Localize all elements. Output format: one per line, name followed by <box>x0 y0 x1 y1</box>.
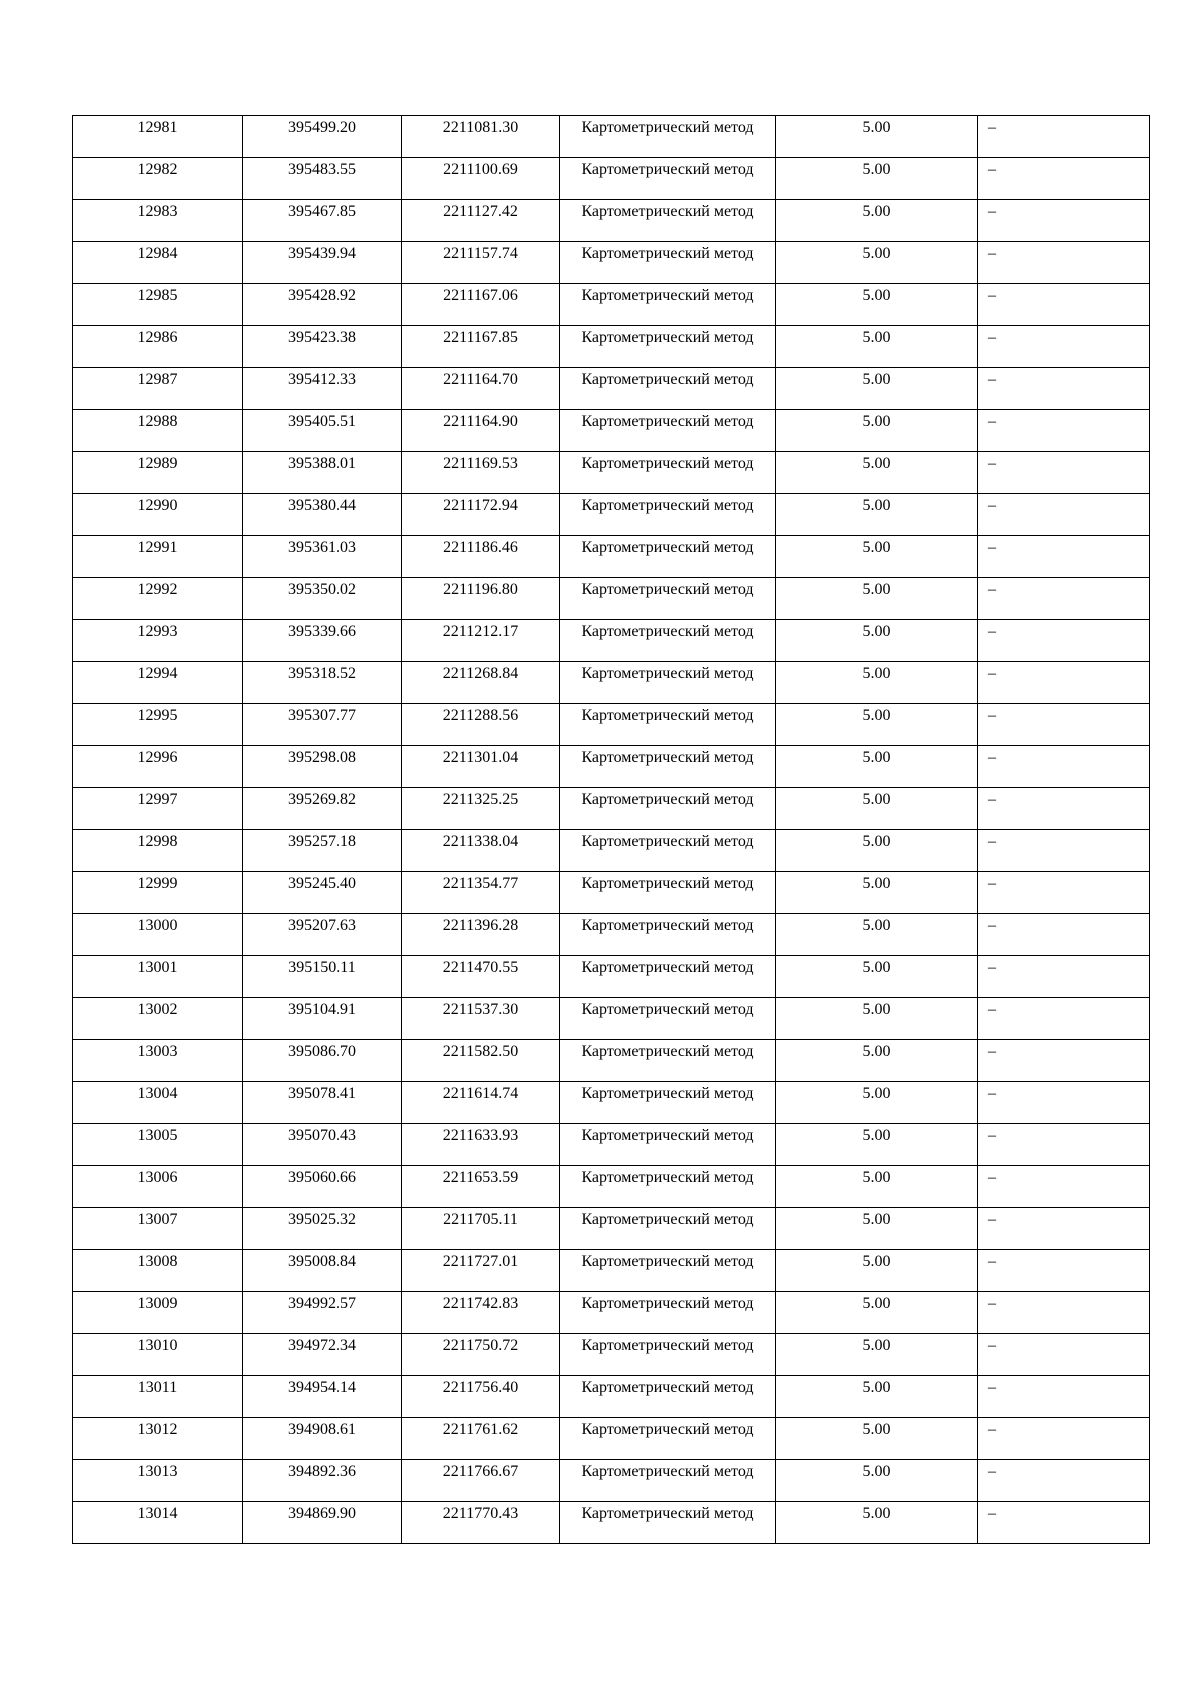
method-cell: Картометрический метод <box>560 368 776 410</box>
method-cell: Картометрический метод <box>560 1250 776 1292</box>
x-coordinate-cell: 395104.91 <box>243 998 402 1040</box>
precision-cell: 5.00 <box>776 284 978 326</box>
point-number-cell: 12995 <box>73 704 243 746</box>
precision-cell: 5.00 <box>776 1208 978 1250</box>
note-cell: – <box>978 1292 1150 1334</box>
method-cell: Картометрический метод <box>560 284 776 326</box>
point-number-cell: 12991 <box>73 536 243 578</box>
table-row <box>73 284 1150 326</box>
precision-cell: 5.00 <box>776 1376 978 1418</box>
note-cell: – <box>978 704 1150 746</box>
x-coordinate-cell: 395361.03 <box>243 536 402 578</box>
x-coordinate-cell: 395388.01 <box>243 452 402 494</box>
method-cell: Картометрический метод <box>560 662 776 704</box>
note-cell: – <box>978 830 1150 872</box>
y-coordinate-cell: 2211288.56 <box>402 704 560 746</box>
point-number-cell: 13001 <box>73 956 243 998</box>
point-number-cell: 13012 <box>73 1418 243 1460</box>
table-row <box>73 368 1150 410</box>
precision-cell: 5.00 <box>776 536 978 578</box>
x-coordinate-cell: 395008.84 <box>243 1250 402 1292</box>
y-coordinate-cell: 2211325.25 <box>402 788 560 830</box>
point-number-cell: 13009 <box>73 1292 243 1334</box>
note-cell: – <box>978 788 1150 830</box>
table-row <box>73 1166 1150 1208</box>
method-cell: Картометрический метод <box>560 620 776 662</box>
table-row <box>73 200 1150 242</box>
y-coordinate-cell: 2211268.84 <box>402 662 560 704</box>
table-row <box>73 1460 1150 1502</box>
y-coordinate-cell: 2211742.83 <box>402 1292 560 1334</box>
precision-cell: 5.00 <box>776 242 978 284</box>
precision-cell: 5.00 <box>776 746 978 788</box>
note-cell: – <box>978 1418 1150 1460</box>
note-cell: – <box>978 872 1150 914</box>
x-coordinate-cell: 395380.44 <box>243 494 402 536</box>
method-cell: Картометрический метод <box>560 830 776 872</box>
note-cell: – <box>978 578 1150 620</box>
method-cell: Картометрический метод <box>560 1292 776 1334</box>
note-cell: – <box>978 1208 1150 1250</box>
x-coordinate-cell: 394908.61 <box>243 1418 402 1460</box>
precision-cell: 5.00 <box>776 704 978 746</box>
point-number-cell: 12983 <box>73 200 243 242</box>
point-number-cell: 12988 <box>73 410 243 452</box>
note-cell: – <box>978 410 1150 452</box>
precision-cell: 5.00 <box>776 620 978 662</box>
x-coordinate-cell: 395483.55 <box>243 158 402 200</box>
y-coordinate-cell: 2211653.59 <box>402 1166 560 1208</box>
note-cell: – <box>978 1334 1150 1376</box>
note-cell: – <box>978 1250 1150 1292</box>
note-cell: – <box>978 662 1150 704</box>
precision-cell: 5.00 <box>776 872 978 914</box>
x-coordinate-cell: 395339.66 <box>243 620 402 662</box>
y-coordinate-cell: 2211164.90 <box>402 410 560 452</box>
precision-cell: 5.00 <box>776 788 978 830</box>
table-row <box>73 1124 1150 1166</box>
table-row <box>73 662 1150 704</box>
x-coordinate-cell: 395269.82 <box>243 788 402 830</box>
point-number-cell: 13014 <box>73 1502 243 1544</box>
x-coordinate-cell: 395245.40 <box>243 872 402 914</box>
point-number-cell: 12996 <box>73 746 243 788</box>
precision-cell: 5.00 <box>776 1166 978 1208</box>
precision-cell: 5.00 <box>776 326 978 368</box>
point-number-cell: 12990 <box>73 494 243 536</box>
precision-cell: 5.00 <box>776 998 978 1040</box>
note-cell: – <box>978 1124 1150 1166</box>
y-coordinate-cell: 2211470.55 <box>402 956 560 998</box>
method-cell: Картометрический метод <box>560 116 776 158</box>
method-cell: Картометрический метод <box>560 1166 776 1208</box>
table-row <box>73 620 1150 662</box>
y-coordinate-cell: 2211212.17 <box>402 620 560 662</box>
note-cell: – <box>978 1502 1150 1544</box>
method-cell: Картометрический метод <box>560 1082 776 1124</box>
x-coordinate-cell: 395298.08 <box>243 746 402 788</box>
note-cell: – <box>978 914 1150 956</box>
method-cell: Картометрический метод <box>560 788 776 830</box>
x-coordinate-cell: 395428.92 <box>243 284 402 326</box>
point-number-cell: 13011 <box>73 1376 243 1418</box>
x-coordinate-cell: 395439.94 <box>243 242 402 284</box>
y-coordinate-cell: 2211196.80 <box>402 578 560 620</box>
table-row <box>73 1334 1150 1376</box>
precision-cell: 5.00 <box>776 914 978 956</box>
note-cell: – <box>978 200 1150 242</box>
x-coordinate-cell: 395350.02 <box>243 578 402 620</box>
method-cell: Картометрический метод <box>560 1040 776 1082</box>
precision-cell: 5.00 <box>776 1040 978 1082</box>
table-row <box>73 1208 1150 1250</box>
precision-cell: 5.00 <box>776 1250 978 1292</box>
x-coordinate-cell: 395086.70 <box>243 1040 402 1082</box>
note-cell: – <box>978 536 1150 578</box>
point-number-cell: 12997 <box>73 788 243 830</box>
method-cell: Картометрический метод <box>560 1208 776 1250</box>
note-cell: – <box>978 242 1150 284</box>
x-coordinate-cell: 395150.11 <box>243 956 402 998</box>
x-coordinate-cell: 394892.36 <box>243 1460 402 1502</box>
y-coordinate-cell: 2211301.04 <box>402 746 560 788</box>
note-cell: – <box>978 1376 1150 1418</box>
precision-cell: 5.00 <box>776 1418 978 1460</box>
y-coordinate-cell: 2211705.11 <box>402 1208 560 1250</box>
y-coordinate-cell: 2211727.01 <box>402 1250 560 1292</box>
y-coordinate-cell: 2211100.69 <box>402 158 560 200</box>
precision-cell: 5.00 <box>776 1460 978 1502</box>
method-cell: Картометрический метод <box>560 1376 776 1418</box>
y-coordinate-cell: 2211756.40 <box>402 1376 560 1418</box>
table-row <box>73 410 1150 452</box>
table-row <box>73 830 1150 872</box>
note-cell: – <box>978 620 1150 662</box>
table-row <box>73 242 1150 284</box>
note-cell: – <box>978 116 1150 158</box>
point-number-cell: 12998 <box>73 830 243 872</box>
table-row <box>73 578 1150 620</box>
point-number-cell: 12993 <box>73 620 243 662</box>
method-cell: Картометрический метод <box>560 1418 776 1460</box>
table-row <box>73 1376 1150 1418</box>
y-coordinate-cell: 2211186.46 <box>402 536 560 578</box>
precision-cell: 5.00 <box>776 1502 978 1544</box>
point-number-cell: 12994 <box>73 662 243 704</box>
precision-cell: 5.00 <box>776 662 978 704</box>
method-cell: Картометрический метод <box>560 956 776 998</box>
y-coordinate-cell: 2211081.30 <box>402 116 560 158</box>
point-number-cell: 13004 <box>73 1082 243 1124</box>
y-coordinate-cell: 2211770.43 <box>402 1502 560 1544</box>
point-number-cell: 12989 <box>73 452 243 494</box>
point-number-cell: 12999 <box>73 872 243 914</box>
method-cell: Картометрический метод <box>560 1334 776 1376</box>
precision-cell: 5.00 <box>776 158 978 200</box>
x-coordinate-cell: 394992.57 <box>243 1292 402 1334</box>
method-cell: Картометрический метод <box>560 242 776 284</box>
y-coordinate-cell: 2211127.42 <box>402 200 560 242</box>
table-row <box>73 326 1150 368</box>
table-row <box>73 1082 1150 1124</box>
point-number-cell: 12985 <box>73 284 243 326</box>
table-row <box>73 704 1150 746</box>
table-row <box>73 1250 1150 1292</box>
x-coordinate-cell: 395060.66 <box>243 1166 402 1208</box>
x-coordinate-cell: 395025.32 <box>243 1208 402 1250</box>
table-row <box>73 158 1150 200</box>
table-row <box>73 494 1150 536</box>
y-coordinate-cell: 2211761.62 <box>402 1418 560 1460</box>
note-cell: – <box>978 956 1150 998</box>
x-coordinate-cell: 395499.20 <box>243 116 402 158</box>
precision-cell: 5.00 <box>776 578 978 620</box>
x-coordinate-cell: 394954.14 <box>243 1376 402 1418</box>
y-coordinate-cell: 2211354.77 <box>402 872 560 914</box>
note-cell: – <box>978 452 1150 494</box>
method-cell: Картометрический метод <box>560 578 776 620</box>
method-cell: Картометрический метод <box>560 1124 776 1166</box>
x-coordinate-cell: 395307.77 <box>243 704 402 746</box>
point-number-cell: 12984 <box>73 242 243 284</box>
point-number-cell: 13003 <box>73 1040 243 1082</box>
method-cell: Картометрический метод <box>560 326 776 368</box>
method-cell: Картометрический метод <box>560 452 776 494</box>
point-number-cell: 13002 <box>73 998 243 1040</box>
x-coordinate-cell: 395405.51 <box>243 410 402 452</box>
point-number-cell: 13010 <box>73 1334 243 1376</box>
y-coordinate-cell: 2211157.74 <box>402 242 560 284</box>
point-number-cell: 13007 <box>73 1208 243 1250</box>
y-coordinate-cell: 2211614.74 <box>402 1082 560 1124</box>
table-row <box>73 788 1150 830</box>
precision-cell: 5.00 <box>776 410 978 452</box>
y-coordinate-cell: 2211338.04 <box>402 830 560 872</box>
table-row <box>73 1040 1150 1082</box>
table-row <box>73 116 1150 158</box>
point-number-cell: 12992 <box>73 578 243 620</box>
method-cell: Картометрический метод <box>560 494 776 536</box>
table-row <box>73 998 1150 1040</box>
method-cell: Картометрический метод <box>560 1460 776 1502</box>
point-number-cell: 13000 <box>73 914 243 956</box>
table-row <box>73 956 1150 998</box>
table-row <box>73 536 1150 578</box>
note-cell: – <box>978 494 1150 536</box>
x-coordinate-cell: 395318.52 <box>243 662 402 704</box>
point-number-cell: 13013 <box>73 1460 243 1502</box>
y-coordinate-cell: 2211766.67 <box>402 1460 560 1502</box>
x-coordinate-cell: 395070.43 <box>243 1124 402 1166</box>
precision-cell: 5.00 <box>776 452 978 494</box>
point-number-cell: 12981 <box>73 116 243 158</box>
y-coordinate-cell: 2211167.06 <box>402 284 560 326</box>
point-number-cell: 13008 <box>73 1250 243 1292</box>
method-cell: Картометрический метод <box>560 200 776 242</box>
y-coordinate-cell: 2211167.85 <box>402 326 560 368</box>
note-cell: – <box>978 1166 1150 1208</box>
y-coordinate-cell: 2211537.30 <box>402 998 560 1040</box>
note-cell: – <box>978 1040 1150 1082</box>
y-coordinate-cell: 2211164.70 <box>402 368 560 410</box>
method-cell: Картометрический метод <box>560 1502 776 1544</box>
table-row <box>73 452 1150 494</box>
method-cell: Картометрический метод <box>560 746 776 788</box>
method-cell: Картометрический метод <box>560 410 776 452</box>
x-coordinate-cell: 395423.38 <box>243 326 402 368</box>
coordinates-table <box>72 115 1150 1544</box>
precision-cell: 5.00 <box>776 1334 978 1376</box>
y-coordinate-cell: 2211172.94 <box>402 494 560 536</box>
point-number-cell: 12987 <box>73 368 243 410</box>
table-row <box>73 1418 1150 1460</box>
note-cell: – <box>978 368 1150 410</box>
method-cell: Картометрический метод <box>560 914 776 956</box>
x-coordinate-cell: 395412.33 <box>243 368 402 410</box>
method-cell: Картометрический метод <box>560 536 776 578</box>
x-coordinate-cell: 395207.63 <box>243 914 402 956</box>
precision-cell: 5.00 <box>776 1082 978 1124</box>
method-cell: Картометрический метод <box>560 998 776 1040</box>
note-cell: – <box>978 746 1150 788</box>
note-cell: – <box>978 998 1150 1040</box>
note-cell: – <box>978 284 1150 326</box>
point-number-cell: 13005 <box>73 1124 243 1166</box>
method-cell: Картометрический метод <box>560 158 776 200</box>
x-coordinate-cell: 395467.85 <box>243 200 402 242</box>
y-coordinate-cell: 2211396.28 <box>402 914 560 956</box>
point-number-cell: 12986 <box>73 326 243 368</box>
x-coordinate-cell: 395257.18 <box>243 830 402 872</box>
precision-cell: 5.00 <box>776 956 978 998</box>
table-row <box>73 746 1150 788</box>
point-number-cell: 12982 <box>73 158 243 200</box>
table-row <box>73 1292 1150 1334</box>
precision-cell: 5.00 <box>776 1292 978 1334</box>
table-row <box>73 1502 1150 1544</box>
precision-cell: 5.00 <box>776 368 978 410</box>
note-cell: – <box>978 1082 1150 1124</box>
coordinates-table-body <box>73 116 1150 1544</box>
precision-cell: 5.00 <box>776 200 978 242</box>
y-coordinate-cell: 2211169.53 <box>402 452 560 494</box>
table-row <box>73 914 1150 956</box>
precision-cell: 5.00 <box>776 1124 978 1166</box>
note-cell: – <box>978 326 1150 368</box>
precision-cell: 5.00 <box>776 830 978 872</box>
note-cell: – <box>978 1460 1150 1502</box>
point-number-cell: 13006 <box>73 1166 243 1208</box>
precision-cell: 5.00 <box>776 116 978 158</box>
note-cell: – <box>978 158 1150 200</box>
x-coordinate-cell: 395078.41 <box>243 1082 402 1124</box>
table-row <box>73 872 1150 914</box>
x-coordinate-cell: 394972.34 <box>243 1334 402 1376</box>
y-coordinate-cell: 2211750.72 <box>402 1334 560 1376</box>
precision-cell: 5.00 <box>776 494 978 536</box>
y-coordinate-cell: 2211582.50 <box>402 1040 560 1082</box>
x-coordinate-cell: 394869.90 <box>243 1502 402 1544</box>
y-coordinate-cell: 2211633.93 <box>402 1124 560 1166</box>
method-cell: Картометрический метод <box>560 704 776 746</box>
method-cell: Картометрический метод <box>560 872 776 914</box>
